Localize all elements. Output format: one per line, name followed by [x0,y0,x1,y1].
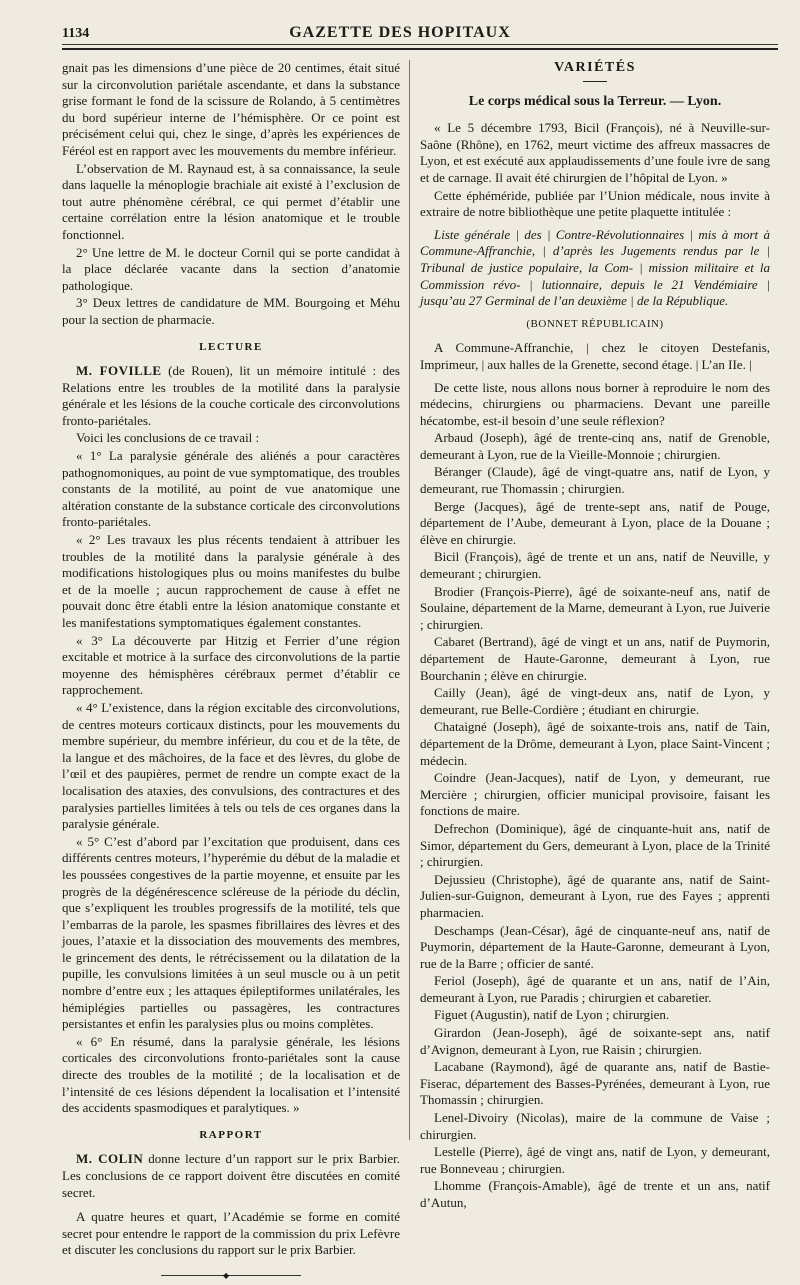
paragraph: De cette liste, nous allons nous borner à reproduire le nom des médecins, chirurgiens ou pharmaciens. Devant une pareille hécatombe, est-il besoin d’une seule réflexion? [420,379,770,428]
paragraph: Voici les conclusions de ce travail : [76,430,260,446]
paragraph: L’observation de M. Raynaud est, à sa connaissance, la seule dans laquelle la ménoplogie brachiale ait existé à l’exclusion de tout autre phénomène cérébral, ce qui permet d’établir une certaine corrélation entre la lésion anatomique et le trouble fonctionnel. [62,160,400,242]
list-item: Lestelle (Pierre), âgé de vingt ans, natif de Lyon, y demeurant, rue Bonneveau ; chirurgien. [420,1144,770,1176]
imprint: A Commune-Affranchie, | chez le citoyen Destefanis, Imprimeur, | aux halles de la Grenette, second étage. | L’an IIe. | [420,340,770,372]
header-rule-thick [62,48,778,50]
paragraph: « 4° L’existence, dans la région excitable des circonvolutions, de centres moteurs corticaux distincts, pour les mouvements du membre supérieur, du membre inférieur, du cou et de la tête, de la langue et des mâchoires, de la face et des lèvres, du globe de l’œil et des paupières, permet de rendre un compte exact de la localisation des ataxies, des convulsions, des contractures et des paralysies partielles limitées à tels ou tels de ces organes dans la paralysie générale. [62,699,400,832]
list-item: Defrechon (Dominique), âgé de cinquante-huit ans, natif de Simor, département du Gers, demeurant à Lyon, place de la Trinité ; chirurgien. [420,820,770,870]
paragraph: « 2° Les travaux les plus récents tendaient à attribuer les troubles de la motilité dans la paralysie générale à des modifications histologiques plus ou moins manifestes du bulbe et de la moelle ; aucun rapprochement de cause à effet ne pouvait donc être établi entre la lésion anatomique constante et les manifestations symptomatiques également constantes. [62,532,400,630]
list-item: Dejussieu (Christophe), âgé de quarante ans, natif de Saint-Julien-sur-Guignon, demeurant à Lyon, rue des Fayes ; apprenti pharmacien. [420,871,770,920]
end-ornament [161,1275,301,1276]
section-heading-rapport: RAPPORT [199,1128,263,1141]
section-heading-varietes: VARIÉTÉS [554,60,636,75]
left-column [62,60,400,1276]
list-item: Béranger (Claude), âgé de vingt-quatre ans, natif de Lyon, y demeurant, rue Thomassin ; chirurgien. [420,464,770,497]
paragraph: « 1° La paralysie générale des aliénés a pour caractères pathognomoniques, au point de vue symptomatique, des troubles constants de la motilité, au point de vue anatomique une altération constante de la substance corticale des circonvolutions fronto-pariétales. [62,448,400,530]
paragraph: 3° Deux lettres de candidature de MM. Bourgoing et Méhu pour la section de pharmacie. [62,295,400,327]
paragraph: « 3° La découverte par Hitzig et Ferrier d’une région excitable et motrice à la surface des circonvolutions de la partie moyenne des hémisphères cérébraux permet d’établir ce rapprochement. [62,632,400,698]
paragraph: « 5° C’est d’abord par l’excitation que produisent, dans ces différents centres moteurs, l’hyperémie du début de la maladie et les poussées congestives de la partie moyenne, et ensuite par les progrès de la dégénérescence scléreuse de la période du déclin, que s’expliquent les troubles progressifs de la motilité, tels que l’embarras de la parole, les spasmes fibrillaires des lèvres et des joues, l’ataxie et la dissociation des mouvements des membres, le grincement des dents, le rétrécissement ou la dilatation de la pupille, les convulsions limitées à un seul muscle ou à un petit nombre d’entre eux ; les attaques épileptiformes unilatérales, les hémiplégies partielles ou passagères, les contractures persistantes et enfin les paralysies plus ou moins complètes. [62,833,400,1032]
list-item: Lhomme (François-Amable), âgé de trente et un ans, natif d’Autun, [420,1178,770,1210]
right-column [420,60,770,1212]
paragraph: « Le 5 décembre 1793, Bicil (François), né à Neuville-sur-Saône (Rhône), en 1762, meurt victime des affreux massacres de Lyon, et est exécuté aux applaudissements d’une foule ivre de sang et de carnage. Il avait été chirurgien de l’hôpital de Lyon. » [420,120,770,185]
page-number: 1134 [62,26,90,41]
paragraph: « 6° En résumé, dans la paralysie générale, les lésions corticales des circonvolutions fronto-pariétales sont la cause directe des troubles de la motilité ; de la localisation et de l’intensité de ces lésions dépendent la localisation et l’intensité des accidents spasmodiques et paralytiques. » [62,1033,400,1116]
header-rule [62,44,778,45]
list-item: Arbaud (Joseph), âgé de trente-cinq ans, natif de Grenoble, demeurant à Lyon, rue de la Vieille-Monnoie ; chirurgien. [420,430,770,462]
publisher-mark: (BONNET RÉPUBLICAIN) [526,317,664,330]
rapport-text: donne lecture d’un rapport sur le prix Barbier. Les conclusions de ce rapport doivent être discutées en comité secret. [62,1151,401,1200]
list-item: Lacabane (Raymond), âgé de quarante ans, natif de Bastie-Fiserac, département des Basses-Pyrénées, demeurant à Lyon, rue Thomassin ; chirurgien. [420,1059,770,1108]
list-item: Berge (Jacques), âgé de trente-sept ans, natif de Pouge, département de l’Aube, demeurant à Lyon, place de la Douane ; élève en chirurgie. [420,498,770,547]
paragraph: Cette éphéméride, publiée par l’Union médicale, nous invite à extraire de notre bibliothèque une petite plaquette intitulée : [420,187,770,220]
heading-rule [583,81,607,82]
paragraph-lecture [62,363,400,429]
list-item: Chataigné (Joseph), âgé de soixante-trois ans, natif de Tain, département de la Drôme, demeurant à Lyon, place Saint-Vincent ; médecin. [420,719,770,768]
section-heading-lecture: LECTURE [199,340,263,353]
list-item: Cailly (Jean), âgé de vingt-deux ans, natif de Lyon, y demeurant, rue Belle-Cordière ; étudiant en chirurgie. [420,685,770,717]
page-title: GAZETTE DES HOPITAUX [289,24,511,41]
list-item: Lenel-Divoiry (Nicolas), maire de la commune de Vaise ; chirurgien. [420,1110,770,1142]
list-item: Coindre (Jean-Jacques), natif de Lyon, y demeurant, rue Mercière ; chirurgien, officier municipal provisoire, faisant les fonctions de maire. [420,770,770,819]
list-item: Cabaret (Bertrand), âgé de vingt et un ans, natif de Puymorin, département de Haute-Garonne, demeurant à Lyon, rue Bourchanin ; élève en chirurgie. [420,634,770,683]
list-item: Bicil (François), âgé de trente et un ans, natif de Neuville, y demeurant ; chirurgien. [420,549,770,582]
lecture-text: (de Rouen), lit un mémoire intitulé : des Relations entre les troubles de la motilité dans la paralysie générale et les lésions de la couche corticale des circonvolutions fronto-pariétales. [62,363,400,428]
paragraph-rapport [62,1151,400,1201]
speaker-name: M. COLIN [76,1151,144,1167]
list-item: Figuet (Augustin), natif de Lyon ; chirurgien. [434,1007,670,1023]
paragraph: A quatre heures et quart, l’Académie se forme en comité secret pour entendre le rapport de la commission du prix Lefèvre et discuter les conclusions du rapport sur le prix Barbier. [62,1209,400,1258]
column-divider [409,60,410,1140]
list-item: Feriol (Joseph), âgé de quarante et un ans, natif de l’Ain, demeurant à Lyon, rue Paradis ; chirurgien et cabaretier. [420,973,770,1005]
paragraph: gnait pas les dimensions d’une pièce de 20 centimes, était situé sur la circonvolution pariétale ascendante, et dans la substance grise formant le fond de la scissure de Rolando, à 5 centimètres du bord supérieur interne de l’hémisphère. Or ce point est précisément celui qui, chez le singe, d’après les expériences de Féréol est en rapport avec les mouvements du membre inférieur. [62,60,400,158]
speaker-name: M. FOVILLE [76,363,162,379]
booklet-title: Liste générale | des | Contre-Révolutionnaires | mis à mort à Commune-Affranchie, | d’après les Jugements rendus par le | Tribunal de justice populaire, la Com- | mission militaire et la Commission révo- | lutionnaire, depuis le 21 Vendémiaire | jusqu’au 27 Germinal de l’an deuxième | de la République. [420,226,770,309]
list-item: Brodier (François-Pierre), âgé de soixante-neuf ans, natif de Soulaine, département de la Marne, demeurant à Lyon, rue Juiverie ; chirurgien. [420,583,770,632]
article-title: Le corps médical sous la Terreur. — Lyon. [468,93,722,109]
paragraph: 2° Une lettre de M. le docteur Cornil qui se porte candidat à la place déclarée vacante dans la section d’anatomie pathologique. [62,244,400,293]
list-item: Girardon (Jean-Joseph), âgé de soixante-sept ans, natif d’Avignon, demeurant à Lyon, rue Raisin ; chirurgien. [420,1025,770,1057]
list-item: Deschamps (Jean-César), âgé de cinquante-neuf ans, natif de Puymorin, département de la Haute-Garonne, demeurant à Lyon, rue de la Barre ; officier de santé. [420,922,770,971]
